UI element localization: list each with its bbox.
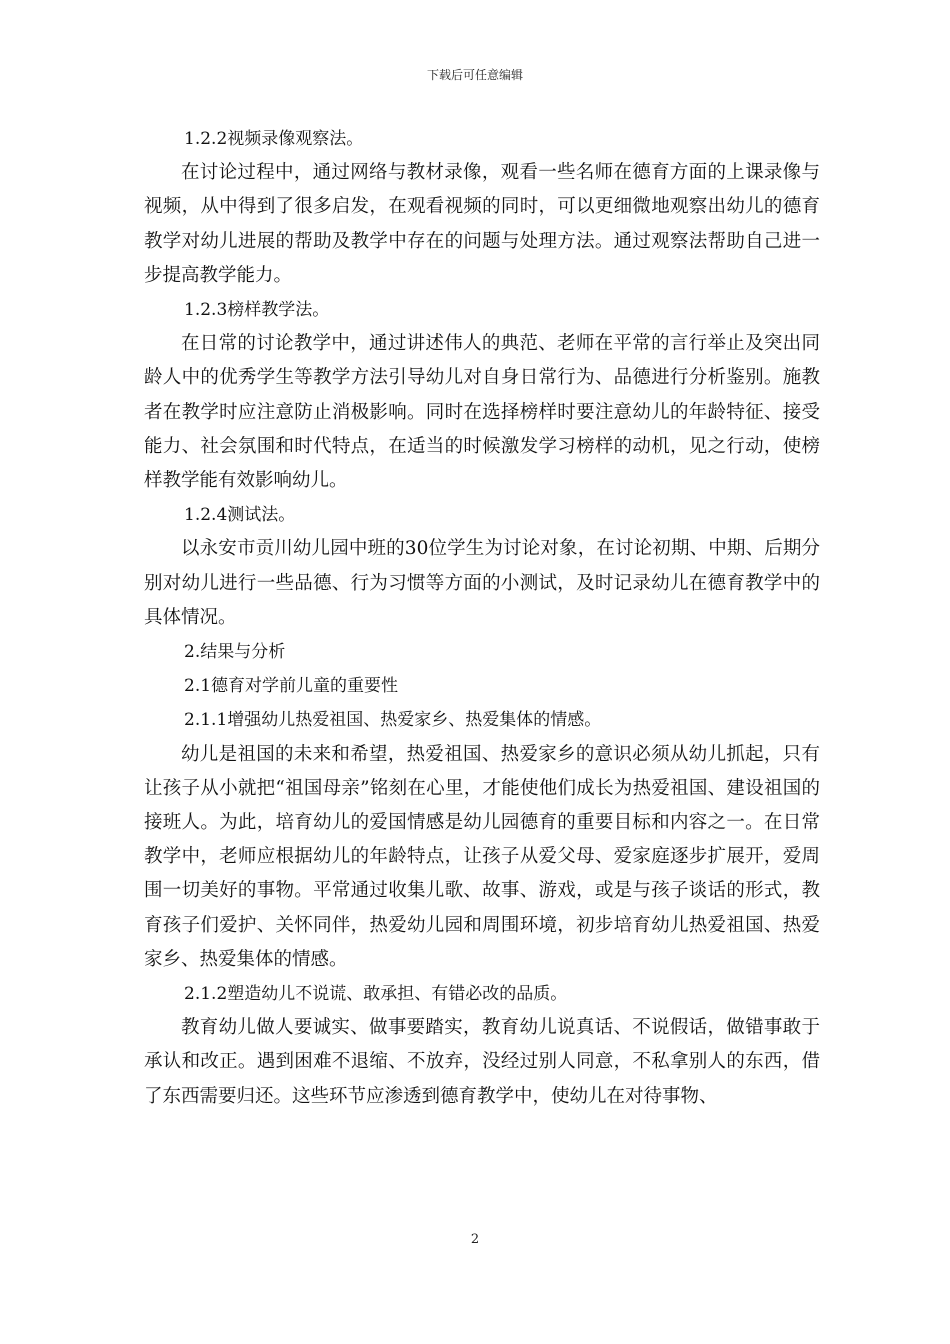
- section-heading-2-1: 2.1德育对学前儿童的重要性: [184, 676, 399, 697]
- section-heading-2-1-2: 2.1.2塑造幼儿不说谎、敢承担、有错必改的品质。: [184, 984, 568, 1005]
- page-header: 下载后可任意编辑: [426, 68, 523, 82]
- section-heading-2: 2.结果与分析: [184, 642, 286, 663]
- paragraph-honesty: 教育幼儿做人要诚实、做事要踏实，教育幼儿说真话、不说假话，做错事敢于承认和改正。遇到困难不退缩、不放弃，没经过别人同意，不私拿别人的东西，借了东西需要归还。这些环节应渗透到德育教学中，使幼儿在对待事物、: [144, 1017, 820, 1107]
- section-heading-1-2-3: 1.2.3榜样教学法。: [184, 300, 330, 321]
- section-heading-2-1-1: 2.1.1增强幼儿热爱祖国、热爱家乡、热爱集体的情感。: [184, 710, 602, 731]
- section-heading-1-2-4: 1.2.4测试法。: [184, 505, 296, 526]
- page-number: 2: [470, 1232, 480, 1247]
- paragraph-patriotism: 幼儿是祖国的未来和希望，热爱祖国、热爱家乡的意识必须从幼儿抓起，只有让孩子从小就把“祖国母亲”铭刻在心里，才能使他们成长为热爱祖国、建设祖国的接班人。为此，培育幼儿的爱国情感是幼儿园德育的重要目标和内容之一。在日常教学中，老师应根据幼儿的年龄特点，让孩子从爱父母、爱家庭逐步扩展开，爱周围一切美好的事物。平常通过收集儿歌、故事、游戏，或是与孩子谈话的形式，教育孩子们爱护、关怀同伴，热爱幼儿园和周围环境，初步培育幼儿热爱祖国、热爱家乡、热爱集体的情感。: [144, 743, 820, 970]
- section-heading-1-2-2: 1.2.2视频录像观察法。: [184, 129, 364, 149]
- document-body: [144, 122, 820, 1114]
- paragraph-video-observation: 在讨论过程中，通过网络与教材录像，观看一些名师在德育方面的上课录像与视频，从中得到了很多启发，在观看视频的同时，可以更细微地观察出幼儿的德育教学对幼儿进展的帮助及教学中存在的问题与处理方法。通过观察法帮助自己进一步提高教学能力。: [144, 162, 820, 286]
- paragraph-testing-method: 以永安市贡川幼儿园中班的30位学生为讨论对象，在讨论初期、中期、后期分别对幼儿进行一些品德、行为习惯等方面的小测试，及时记录幼儿在德育教学中的具体情况。: [144, 538, 820, 628]
- paragraph-role-model-teaching: 在日常的讨论教学中，通过讲述伟人的典范、老师在平常的言行举止及突出同龄人中的优秀学生等教学方法引导幼儿对自身日常行为、品德进行分析鉴别。施教者在教学时应注意防止消极影响。同时在选择榜样时要注意幼儿的年龄特征、接受能力、社会氛围和时代特点，在适当的时候激发学习榜样的动机，见之行动，使榜样教学能有效影响幼儿。: [144, 333, 820, 492]
